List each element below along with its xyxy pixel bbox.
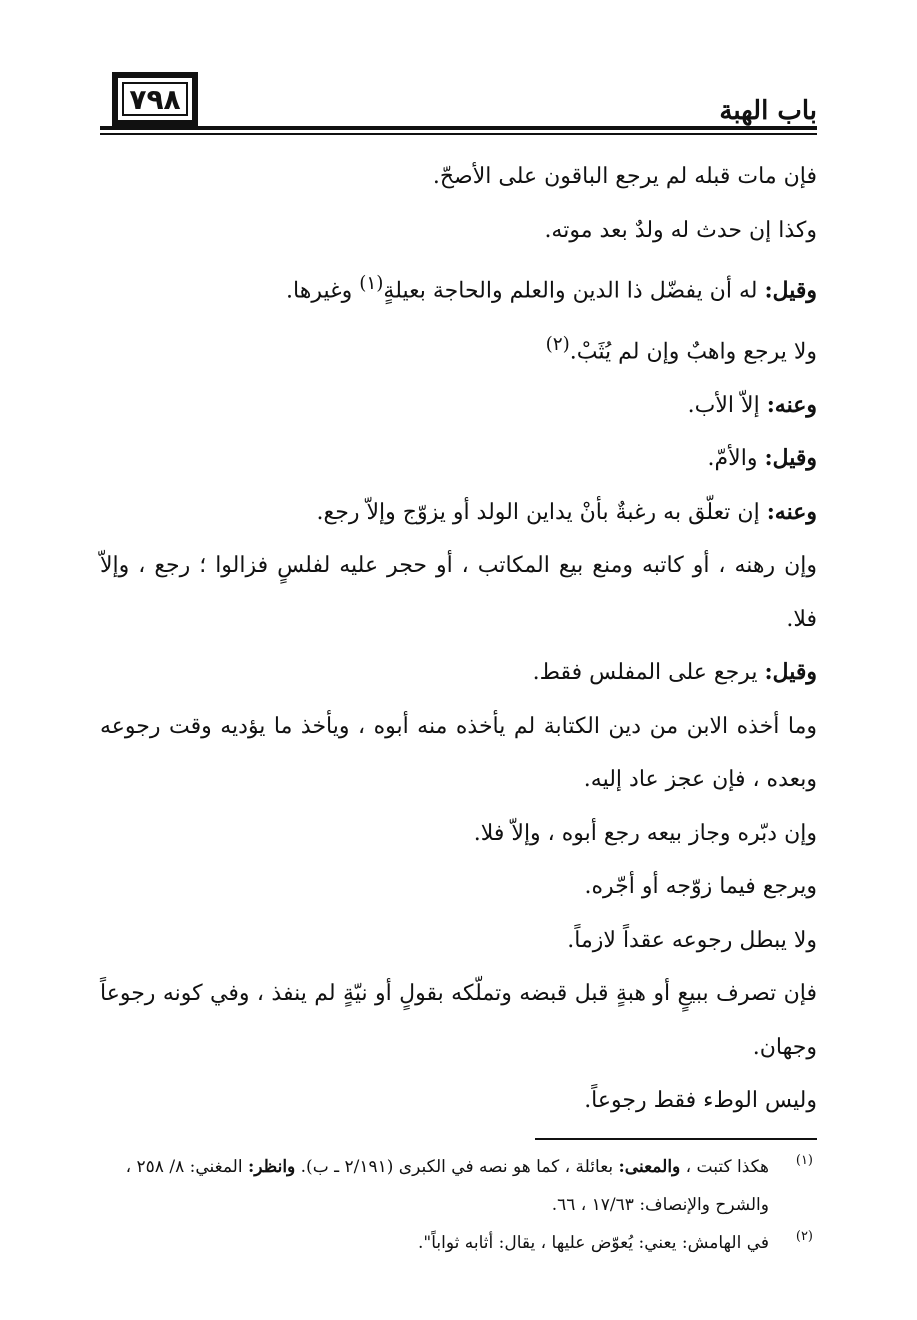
paragraph (100, 257, 817, 318)
text-run: ولا يرجع واهبٌ وإن لم يُثَبْ. (569, 339, 817, 365)
paragraph (100, 860, 817, 914)
main-text (100, 150, 817, 1128)
bold-term: وانظر: (247, 1157, 296, 1177)
text-run: وإن دبّره وجاز بيعه رجع أبوه ، وإلاّ فلا. (473, 820, 817, 846)
paragraph (100, 486, 817, 540)
header-rule-thin (100, 133, 817, 135)
bold-term: وقيل: (764, 659, 817, 686)
paragraph (100, 150, 817, 204)
page-number-frame (112, 72, 198, 126)
bold-term: وقيل: (764, 277, 817, 304)
footnotes (100, 1148, 817, 1262)
footnote-number: (١) (795, 1153, 813, 1168)
paragraph (100, 807, 817, 861)
text-run: فإن مات قبله لم يرجع الباقون على الأصحّ. (432, 164, 817, 189)
paragraph (100, 967, 817, 1074)
text-run: في الهامش: يعني: يُعوّض عليها ، يقال: أثابه ثواباً". (417, 1233, 769, 1253)
paragraph (100, 646, 817, 700)
bold-term: وعنه: (766, 391, 817, 418)
text-run: والأمّ. (707, 446, 765, 472)
paragraph (100, 914, 817, 968)
footnote (100, 1224, 817, 1262)
footnote (100, 1148, 817, 1224)
text-run: بعائلة ، كما هو نصه في الكبرى (٢/١٩١ ـ ب). (295, 1157, 619, 1177)
text-run: له أن يفضّل ذا الدين والعلم والحاجة بعيلةٍ (383, 278, 765, 304)
text-run: فإن تصرف ببيعٍ أو هبةٍ قبل قبضه وتملّكه بقولٍ أو نيّةٍ لم ينفذ ، وفي كونه رجوعاً وجهان. (100, 981, 817, 1060)
text-run: ويرجع فيما زوّجه أو أجّره. (584, 874, 817, 900)
bold-term: والمعنى: (618, 1157, 681, 1177)
bold-term: وعنه: (766, 498, 817, 525)
paragraph (100, 432, 817, 486)
text-run: إن تعلّق به رغبةٌ بأنْ يداين الولد أو يزوّج وإلاّ رجع. (316, 499, 767, 525)
text-run: إلاّ الأب. (687, 392, 767, 418)
footnote-marker: (٢) (545, 333, 570, 355)
text-run: وغيرها. (286, 278, 360, 304)
header-rule (100, 126, 817, 130)
text-run: وما أخذه الابن من دين الكتابة لم يأخذه منه أبوه ، ويأخذ ما يؤديه وقت رجوعه وبعده ، فإن عجز عاد إليه. (100, 713, 817, 793)
text-run: المغني: ٨/ ٢٥٨ ، والشرح والإنصاف: ١٧/٦٣ ، ٦٦. (125, 1157, 769, 1215)
footnote-marker: (١) (359, 273, 384, 294)
footnote-separator (535, 1138, 817, 1140)
chapter-title: باب الهبة (719, 96, 817, 126)
paragraph (100, 318, 817, 379)
page-number: ٧٩٨ (122, 82, 188, 116)
text-run: يرجع على المفلس فقط. (532, 660, 765, 686)
footnote-number: (٢) (795, 1229, 813, 1244)
paragraph (100, 539, 817, 646)
paragraph (100, 379, 817, 433)
text-run: وإن رهنه ، أو كاتبه ومنع بيع المكاتب ، أو حجر عليه لفلسٍ فزالوا ؛ رجع ، وإلاّ فلا. (100, 553, 817, 632)
text-run: وليس الوطء فقط رجوعاً. (584, 1088, 817, 1114)
paragraph (100, 700, 817, 807)
paragraph (100, 204, 817, 258)
text-run: وكذا إن حدث له ولدٌ بعد موته. (544, 217, 817, 243)
paragraph (100, 1074, 817, 1128)
text-run: هكذا كتبت ، (680, 1157, 769, 1177)
bold-term: وقيل: (764, 445, 817, 472)
text-run: ولا يبطل رجوعه عقداً لازماً. (567, 927, 817, 953)
